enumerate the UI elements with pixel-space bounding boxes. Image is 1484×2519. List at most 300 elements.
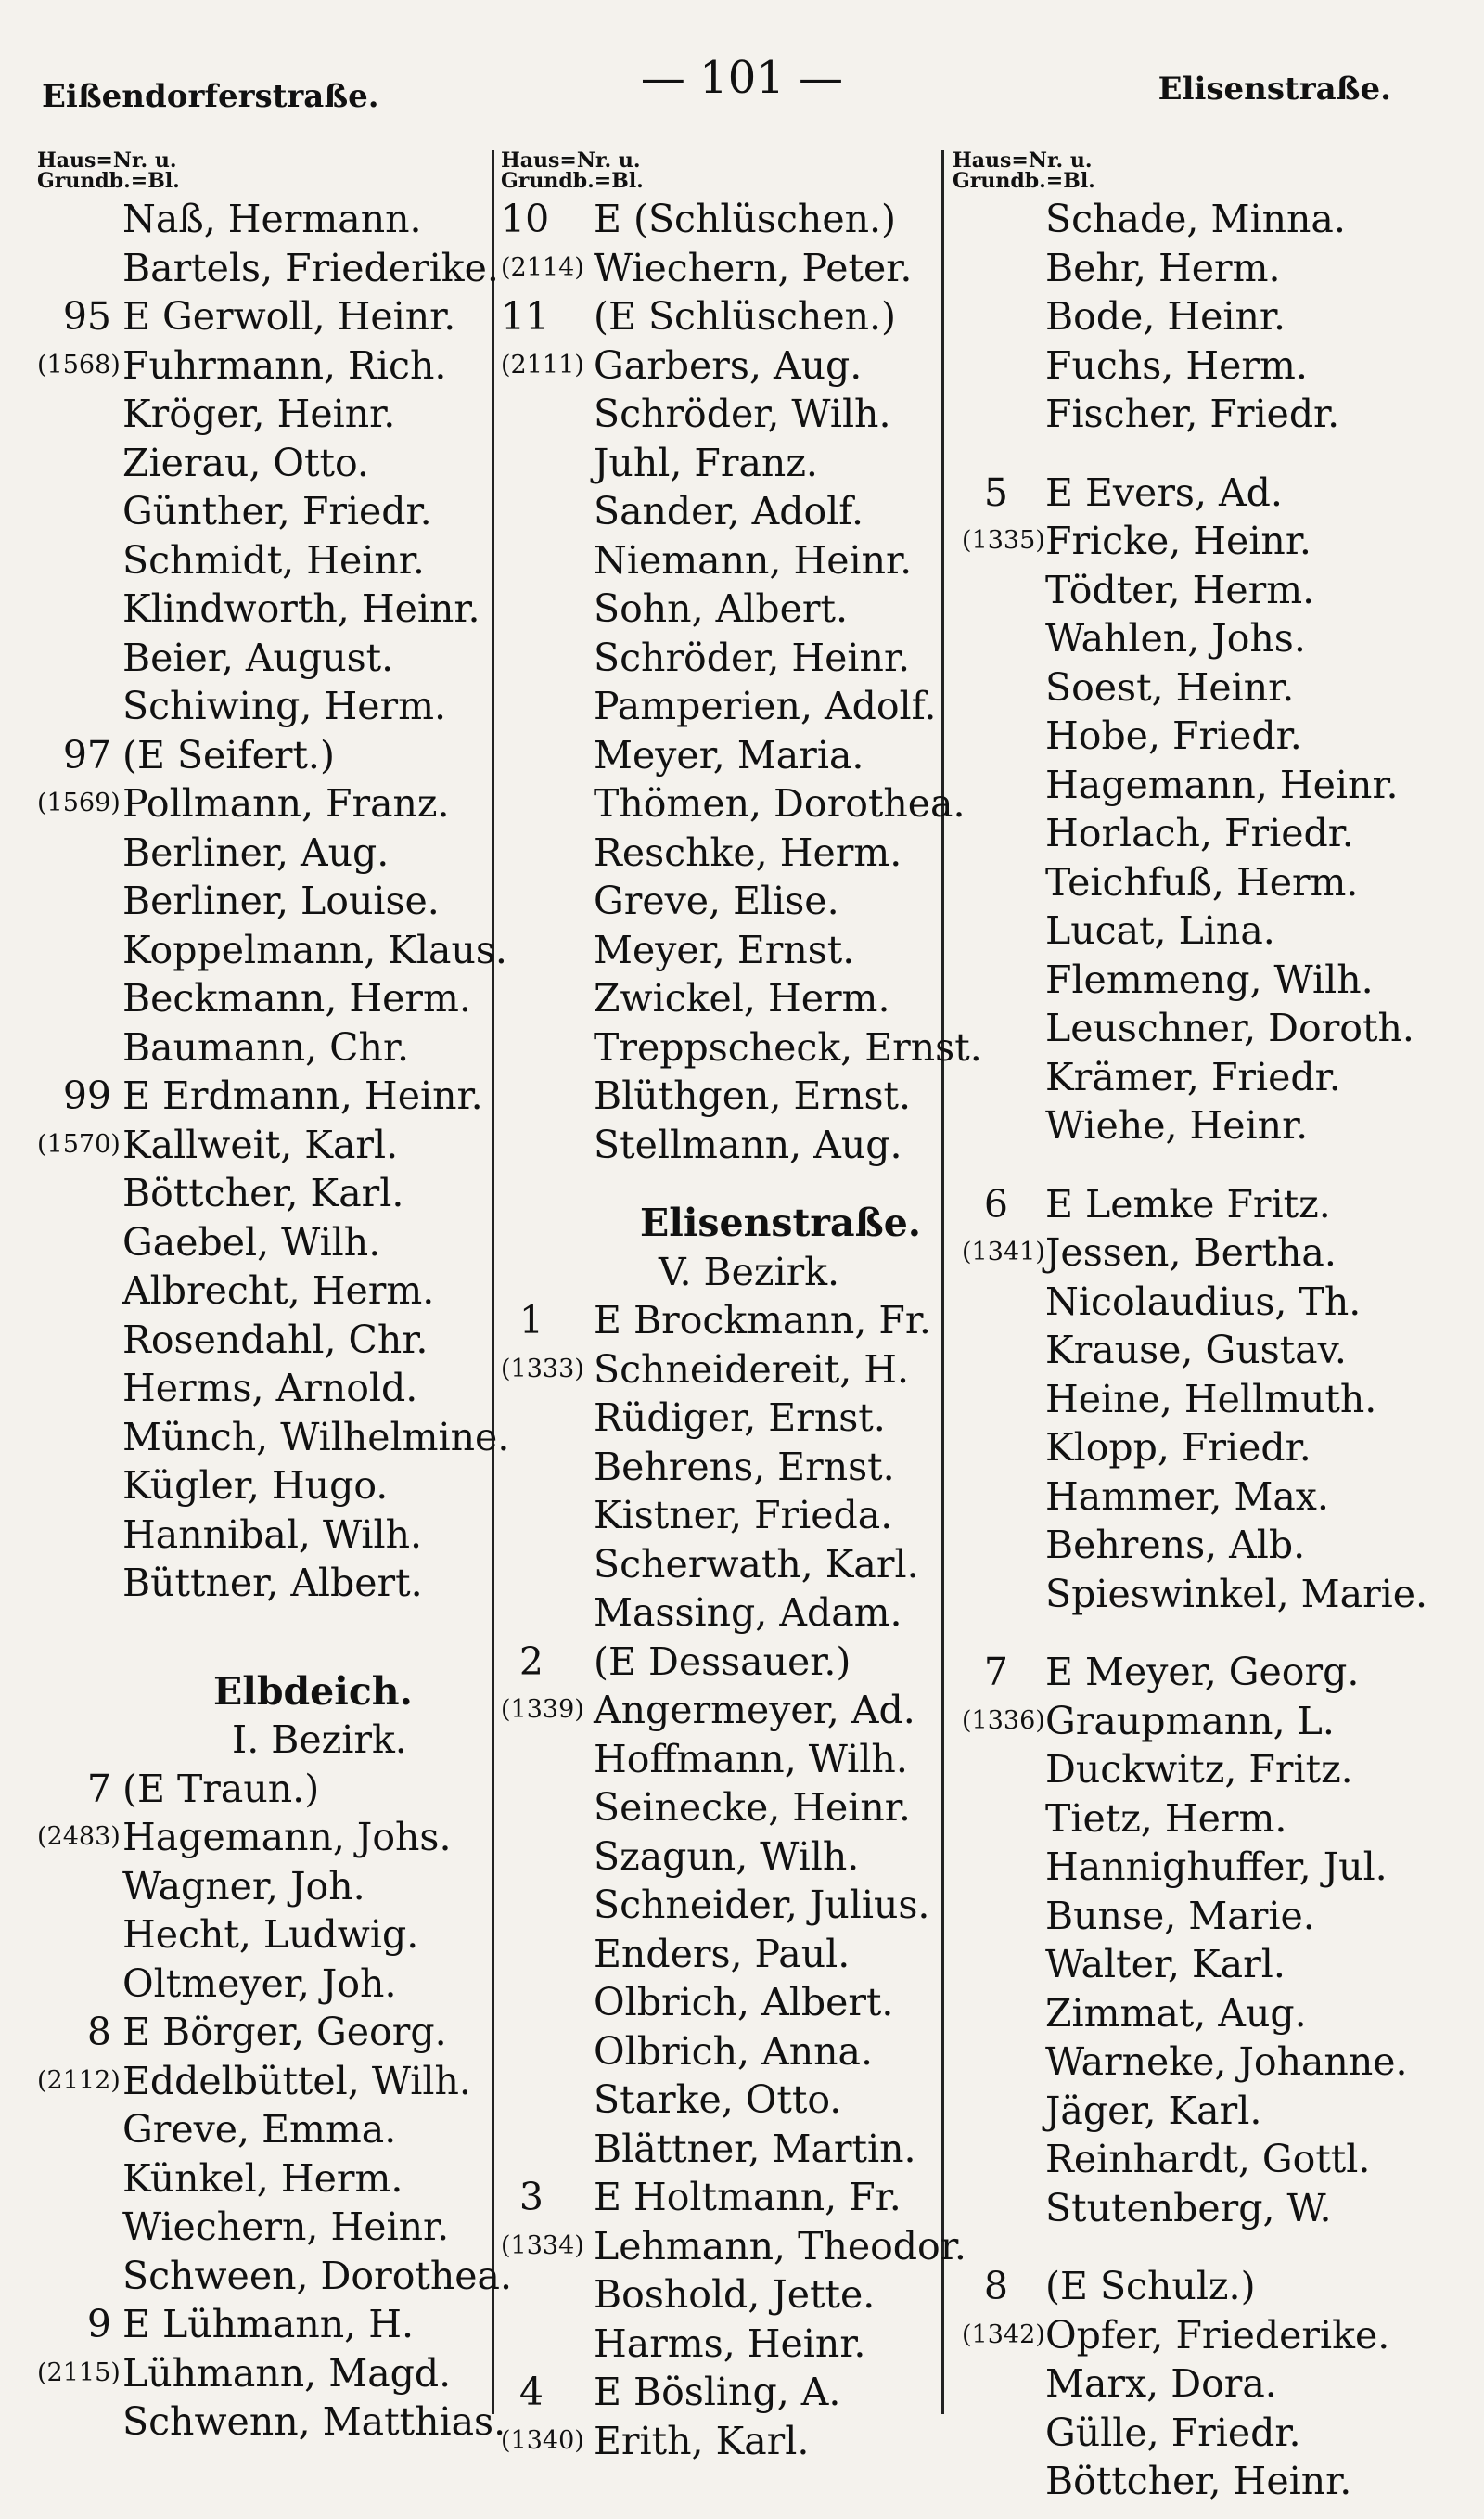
resident-name: Tödter, Herm.	[1045, 567, 1315, 612]
directory-entry	[953, 1843, 1463, 1892]
directory-entry	[501, 877, 965, 926]
directory-entry	[501, 1832, 965, 1882]
resident-name: Berliner, Louise.	[122, 879, 440, 923]
resident-name: Schröder, Wilh.	[594, 392, 891, 436]
resident-name: Marx, Dora.	[1045, 2361, 1277, 2406]
resident-name: Angermeyer, Ad.	[594, 1688, 915, 1732]
directory-entry	[953, 1697, 1463, 1746]
directory-entry	[501, 1638, 965, 1687]
resident-name: Krause, Gustav.	[1045, 1328, 1347, 1372]
resident-name: E Lemke Fritz.	[1045, 1181, 1331, 1227]
directory-entry	[953, 1745, 1463, 1794]
directory-entry	[953, 1228, 1463, 1278]
resident-name: Wiechern, Peter.	[594, 245, 913, 290]
resident-name: Bartels, Friederike.	[122, 245, 499, 290]
directory-entry	[953, 517, 1463, 566]
resident-name: E Evers, Ad.	[1045, 469, 1283, 515]
directory-entry	[501, 2417, 965, 2466]
land-register-number: (2114)	[501, 252, 584, 282]
directory-entry	[501, 1121, 965, 1170]
directory-entry	[37, 1413, 519, 1462]
land-register-number: (1341)	[962, 1238, 1045, 1266]
directory-entry	[953, 195, 1463, 244]
directory-entry	[501, 1491, 965, 1540]
directory-entry	[953, 1989, 1463, 2038]
directory-entry	[37, 829, 519, 878]
directory-entry	[501, 487, 965, 536]
directory-entry	[37, 2203, 519, 2252]
land-register-number: (2112)	[37, 2065, 121, 2095]
resident-name: Berliner, Aug.	[122, 829, 390, 875]
directory-entry	[501, 2125, 965, 2174]
directory-entry	[501, 1588, 965, 1638]
directory-entry	[37, 1072, 519, 1121]
directory-entry	[37, 1169, 519, 1218]
resident-name: Herms, Arnold.	[122, 1366, 418, 1410]
directory-entry	[501, 1394, 965, 1443]
directory-entry	[501, 1072, 965, 1121]
resident-name: Kallweit, Karl.	[122, 1122, 399, 1167]
resident-name: Jessen, Bertha.	[1045, 1230, 1337, 1275]
directory-entry	[501, 2368, 965, 2417]
directory-entry	[953, 712, 1463, 761]
directory-entry	[953, 1570, 1463, 1619]
land-register-number: (1568)	[37, 350, 121, 379]
directory-entry	[953, 614, 1463, 663]
directory-entry	[953, 2037, 1463, 2087]
directory-entry	[37, 2154, 519, 2204]
directory-entry	[953, 1101, 1463, 1150]
running-head-right: Elisenstraße.	[1158, 71, 1391, 108]
directory-entry	[37, 2300, 519, 2349]
resident-name: E Meyer, Georg.	[1045, 1650, 1360, 1694]
directory-entry	[37, 877, 519, 926]
house-number: 1	[518, 1298, 544, 1343]
directory-entry	[501, 390, 965, 439]
directory-entry	[953, 1180, 1463, 1229]
directory-entry	[501, 341, 965, 391]
resident-name: Naß, Hermann.	[122, 197, 422, 241]
resident-name: Bode, Heinr.	[1045, 294, 1286, 339]
resident-name: E Brockmann, Fr.	[594, 1298, 931, 1343]
house-number: 2	[518, 1639, 544, 1684]
resident-name: Schmidt, Heinr.	[122, 537, 425, 583]
directory-entry	[953, 244, 1463, 293]
resident-name: (E Dessauer.)	[594, 1639, 851, 1684]
directory-entry	[501, 829, 965, 878]
resident-name: Jäger, Karl.	[1045, 2088, 1262, 2133]
directory-entry	[953, 469, 1463, 518]
resident-name: Massing, Adam.	[594, 1590, 902, 1635]
directory-entry	[501, 195, 965, 244]
directory-entry	[37, 1960, 519, 2009]
resident-name: Stellmann, Aug.	[594, 1122, 902, 1167]
directory-entry	[953, 906, 1463, 956]
resident-name: Baumann, Chr.	[122, 1024, 410, 1070]
house-number: 3	[518, 2175, 544, 2219]
directory-entry	[37, 536, 519, 585]
resident-name: Harms, Heinr.	[594, 2320, 866, 2366]
resident-name: Lehmann, Theodor.	[594, 2223, 966, 2268]
resident-name: Thömen, Dorothea.	[594, 781, 966, 826]
resident-name: Leuschner, Doroth.	[1045, 1006, 1414, 1050]
resident-name: Seinecke, Heinr.	[594, 1785, 911, 1830]
land-register-number: (1340)	[501, 2425, 584, 2455]
house-number: 10	[501, 197, 550, 241]
resident-name: Warneke, Johanne.	[1045, 2039, 1408, 2084]
directory-entry	[501, 1345, 965, 1394]
house-number: 5	[983, 469, 1008, 515]
resident-name: Bunse, Marie.	[1045, 1893, 1315, 1938]
directory-entry	[501, 292, 965, 341]
directory-entry	[501, 585, 965, 634]
directory-entry	[953, 1794, 1463, 1844]
resident-name: Juhl, Franz.	[594, 440, 818, 485]
directory-entry	[501, 1443, 965, 1492]
directory-entry	[501, 1978, 965, 2027]
resident-name: Boshold, Jette.	[594, 2272, 876, 2317]
resident-name: Behrens, Ernst.	[594, 1444, 895, 1489]
directory-entry	[501, 1540, 965, 1589]
resident-name: Treppscheck, Ernst.	[594, 1024, 982, 1070]
resident-name: Fuhrmann, Rich.	[122, 342, 447, 388]
directory-entry	[953, 1278, 1463, 1327]
directory-entry	[37, 731, 519, 780]
resident-name: Wagner, Joh.	[122, 1863, 365, 1909]
resident-name: Krämer, Friedr.	[1045, 1054, 1341, 1099]
resident-name: Klindworth, Heinr.	[122, 586, 480, 631]
directory-entry	[501, 1930, 965, 1979]
resident-name: (E Seifert.)	[122, 732, 335, 778]
directory-entry	[953, 292, 1463, 341]
house-number: 97	[62, 732, 111, 778]
resident-name: Hecht, Ludwig.	[122, 1912, 419, 1957]
spacer	[953, 439, 1463, 469]
house-number: 7	[86, 1766, 111, 1811]
house-number: 9	[86, 2302, 111, 2346]
resident-name: Schröder, Heinr.	[594, 635, 911, 680]
directory-entry	[953, 2409, 1463, 2458]
spacer	[953, 1150, 1463, 1180]
resident-name: Blättner, Martin.	[594, 2126, 916, 2171]
resident-name: Reschke, Herm.	[594, 829, 902, 875]
directory-entry	[501, 244, 965, 293]
directory-entry	[953, 2087, 1463, 2136]
directory-entry	[953, 663, 1463, 713]
resident-name: Wiechern, Heinr.	[122, 2204, 450, 2249]
directory-entry	[953, 566, 1463, 615]
directory-entry	[37, 244, 519, 293]
resident-name: Duckwitz, Fritz.	[1045, 1747, 1353, 1792]
resident-name: Rosendahl, Chr.	[122, 1317, 429, 1362]
directory-entry	[501, 731, 965, 780]
spacer	[953, 1618, 1463, 1648]
directory-entry	[37, 2008, 519, 2057]
directory-entry	[953, 2359, 1463, 2409]
directory-entry	[37, 926, 519, 975]
land-register-number: (2115)	[37, 2358, 121, 2387]
spacer	[37, 1638, 519, 1667]
house-number: 8	[983, 2264, 1008, 2308]
resident-name: Enders, Paul.	[594, 1931, 851, 1976]
resident-name: Meyer, Ernst.	[594, 927, 855, 972]
resident-name: E (Schlüschen.)	[594, 197, 897, 241]
column-1	[37, 150, 519, 2447]
resident-name: Reinhardt, Gottl.	[1045, 2137, 1371, 2181]
directory-entry	[37, 2057, 519, 2106]
spacer	[501, 1169, 965, 1199]
resident-name: Graupmann, L.	[1045, 1698, 1335, 1743]
resident-name: Walter, Karl.	[1045, 1942, 1286, 1986]
resident-name: Hammer, Max.	[1045, 1473, 1329, 1519]
directory-entry	[37, 1813, 519, 1862]
resident-name: Sander, Adolf.	[594, 489, 864, 533]
house-number: 95	[62, 294, 111, 339]
spacer	[953, 2232, 1463, 2262]
directory-entry	[501, 974, 965, 1023]
resident-name: Hoffmann, Wilh.	[594, 1736, 908, 1781]
directory-entry	[501, 1686, 965, 1735]
land-register-number: (1342)	[962, 2320, 1045, 2349]
resident-name: Behrens, Alb.	[1045, 1523, 1306, 1567]
resident-name: Tietz, Herm.	[1045, 1795, 1287, 1841]
resident-name: Meyer, Maria.	[594, 732, 864, 778]
directory-entry	[37, 390, 519, 439]
directory-entry	[37, 682, 519, 731]
directory-entry	[501, 536, 965, 585]
directory-entry	[501, 1296, 965, 1345]
directory-entry	[953, 2311, 1463, 2360]
directory-entry	[953, 1892, 1463, 1941]
resident-name: Opfer, Friederike.	[1045, 2312, 1390, 2358]
resident-name: Eddelbüttel, Wilh.	[122, 2058, 471, 2103]
resident-name: E Bösling, A.	[594, 2370, 841, 2414]
resident-name: Hagemann, Johs.	[122, 1815, 452, 1859]
directory-entry	[37, 1364, 519, 1413]
directory-entry	[501, 634, 965, 683]
house-number: 4	[518, 2370, 544, 2414]
resident-name: Schade, Minna.	[1045, 197, 1346, 241]
column-2	[501, 148, 982, 2465]
spacer	[37, 1608, 519, 1638]
directory-entry	[953, 2457, 1463, 2506]
directory-entry	[37, 292, 519, 341]
resident-name: E Börger, Georg.	[122, 2010, 447, 2054]
column-heading: Haus=Nr. u. Grundb.=Bl.	[501, 148, 644, 193]
directory-entry	[37, 1023, 519, 1073]
directory-entry	[953, 2184, 1463, 2233]
resident-name: E Gerwoll, Heinr.	[122, 294, 456, 339]
directory-entry	[501, 1735, 965, 1784]
column-3	[953, 150, 1463, 2506]
house-number: 11	[501, 294, 550, 339]
directory-entry	[953, 761, 1463, 810]
resident-name: Künkel, Herm.	[122, 2155, 403, 2201]
directory-entry	[37, 779, 519, 829]
resident-name: Flemmeng, Wilh.	[1045, 957, 1374, 1002]
directory-entry	[953, 1940, 1463, 1989]
directory-entry	[501, 779, 965, 829]
resident-name: Szagun, Wilh.	[594, 1833, 860, 1879]
resident-name: (E Schlüschen.)	[594, 294, 897, 339]
resident-name: Fuchs, Herm.	[1045, 342, 1308, 388]
directory-entry	[501, 926, 965, 975]
resident-name: Lucat, Lina.	[1045, 908, 1275, 953]
resident-name: Gaebel, Wilh.	[122, 1219, 381, 1265]
resident-name: Greve, Elise.	[594, 879, 839, 923]
directory-entry	[953, 858, 1463, 907]
directory-entry	[37, 1218, 519, 1267]
house-number: 8	[86, 2010, 111, 2054]
resident-name: Schneidereit, H.	[594, 1346, 910, 1392]
directory-entry	[501, 2222, 965, 2271]
resident-name: Garbers, Aug.	[594, 342, 863, 388]
resident-name: Gülle, Friedr.	[1045, 2410, 1301, 2455]
resident-name: Heine, Hellmuth.	[1045, 1376, 1377, 1421]
resident-name: Beier, August.	[122, 635, 394, 680]
land-register-number: (1336)	[962, 1705, 1045, 1735]
directory-entry	[37, 1765, 519, 1814]
resident-name: Hannighuffer, Jul.	[1045, 1844, 1388, 1889]
directory-entry	[37, 2105, 519, 2154]
resident-name: Koppelmann, Klaus.	[122, 927, 507, 972]
directory-entry	[37, 1461, 519, 1510]
directory-entry	[37, 439, 519, 488]
resident-name: (E Schulz.)	[1045, 2264, 1256, 2308]
resident-name: Zimmat, Aug.	[1045, 1990, 1307, 2036]
directory-entry	[501, 1783, 965, 1832]
directory-entry	[953, 2262, 1463, 2311]
resident-name: Hobe, Friedr.	[1045, 713, 1302, 758]
column-heading: Haus=Nr. u. Grundb.=Bl.	[37, 148, 180, 193]
land-register-number: (1334)	[501, 2230, 584, 2260]
directory-entry	[501, 2027, 965, 2076]
resident-name: E Lühmann, H.	[122, 2302, 414, 2346]
directory-entry	[501, 682, 965, 731]
directory-entry	[501, 2076, 965, 2125]
resident-name: Kröger, Heinr.	[122, 392, 396, 436]
directory-entry	[501, 1881, 965, 1930]
directory-entry	[37, 2252, 519, 2301]
house-number: 7	[983, 1650, 1008, 1694]
resident-name: Scherwath, Karl.	[594, 1541, 919, 1587]
directory-entry	[37, 1121, 519, 1170]
resident-name: Pollmann, Franz.	[122, 781, 450, 826]
resident-name: Büttner, Albert.	[122, 1561, 423, 1605]
directory-entry	[501, 1023, 982, 1073]
directory-entry	[953, 1053, 1463, 1102]
directory-entry	[953, 2135, 1463, 2184]
directory-entry	[37, 1862, 519, 1911]
resident-name: Nicolaudius, Th.	[1045, 1279, 1362, 1324]
directory-entry	[953, 390, 1463, 439]
land-register-number: (2111)	[501, 350, 584, 379]
resident-name: Günther, Friedr.	[122, 489, 432, 533]
resident-name: Hagemann, Heinr.	[1045, 762, 1399, 807]
land-register-number: (1335)	[962, 526, 1045, 555]
resident-name: Hannibal, Wilh.	[122, 1511, 423, 1557]
resident-name: Zwickel, Herm.	[594, 976, 890, 1021]
directory-entry	[501, 2320, 965, 2369]
directory-entry	[37, 1559, 519, 1608]
directory-entry	[953, 1004, 1463, 1053]
directory-entry	[953, 1326, 1463, 1375]
district-subheading: I. Bezirk.	[232, 1717, 407, 1762]
directory-entry	[37, 1910, 519, 1960]
land-register-number: (1570)	[37, 1129, 121, 1159]
resident-name: Pamperien, Adolf.	[594, 684, 937, 728]
resident-name: Münch, Wilhelmine.	[122, 1414, 510, 1459]
directory-entry	[37, 1316, 519, 1365]
land-register-number: (1339)	[501, 1695, 584, 1724]
resident-name: Albrecht, Herm.	[122, 1268, 435, 1313]
land-register-number: (2483)	[37, 1822, 121, 1851]
house-number: 99	[62, 1073, 111, 1118]
resident-name: Böttcher, Karl.	[122, 1171, 404, 1215]
land-register-number: (1569)	[37, 789, 121, 817]
resident-name: Wahlen, Johs.	[1045, 616, 1306, 661]
directory-entry	[37, 487, 519, 536]
resident-name: Oltmeyer, Joh.	[122, 1960, 397, 2006]
directory-entry	[953, 341, 1463, 391]
resident-name: E Holtmann, Fr.	[594, 2175, 902, 2219]
directory-entry	[37, 1510, 519, 1560]
street-heading: Elisenstraße.	[640, 1201, 922, 1245]
resident-name: Blüthgen, Ernst.	[594, 1073, 911, 1118]
resident-name: Olbrich, Albert.	[594, 1980, 894, 2024]
resident-name: Behr, Herm.	[1045, 245, 1281, 290]
resident-name: Schween, Dorothea.	[122, 2253, 513, 2298]
directory-entry	[953, 809, 1463, 858]
resident-name: Starke, Otto.	[594, 2077, 842, 2122]
directory-entry	[37, 974, 519, 1023]
directory-entry	[501, 2270, 965, 2320]
directory-entry	[37, 341, 519, 391]
resident-name: Fischer, Friedr.	[1045, 392, 1340, 436]
resident-name: Kistner, Frieda.	[594, 1493, 893, 1537]
resident-name: Wiehe, Heinr.	[1045, 1103, 1309, 1148]
resident-name: (E Traun.)	[122, 1766, 320, 1811]
district-subheading: V. Bezirk.	[659, 1249, 840, 1294]
directory-entry	[501, 2173, 965, 2222]
directory-entry	[501, 439, 965, 488]
page-number: — 101 —	[640, 52, 844, 104]
resident-name: Horlach, Friedr.	[1045, 811, 1354, 855]
column-heading: Haus=Nr. u. Grundb.=Bl.	[953, 148, 1095, 193]
resident-name: Beckmann, Herm.	[122, 976, 471, 1021]
resident-name: Fricke, Heinr.	[1045, 519, 1311, 563]
resident-name: Zierau, Otto.	[122, 440, 369, 485]
resident-name: Spieswinkel, Marie.	[1045, 1571, 1428, 1616]
resident-name: Stutenberg, W.	[1045, 2185, 1332, 2230]
resident-name: Erith, Karl.	[594, 2418, 810, 2463]
house-number: 6	[983, 1181, 1008, 1227]
resident-name: Kügler, Hugo.	[122, 1463, 389, 1508]
directory-entry	[953, 1521, 1463, 1570]
resident-name: Schiwing, Herm.	[122, 684, 447, 728]
resident-name: Olbrich, Anna.	[594, 2028, 874, 2074]
directory-entry	[37, 1266, 519, 1316]
resident-name: Schneider, Julius.	[594, 1883, 930, 1927]
resident-name: Schwenn, Matthias.	[122, 2399, 506, 2444]
land-register-number: (1333)	[501, 1354, 584, 1383]
resident-name: Greve, Emma.	[122, 2107, 397, 2152]
directory-entry	[37, 585, 519, 634]
directory-entry	[953, 1423, 1463, 1472]
resident-name: Rüdiger, Ernst.	[594, 1395, 886, 1440]
directory-entry	[37, 2397, 519, 2447]
resident-name: Niemann, Heinr.	[594, 537, 913, 583]
